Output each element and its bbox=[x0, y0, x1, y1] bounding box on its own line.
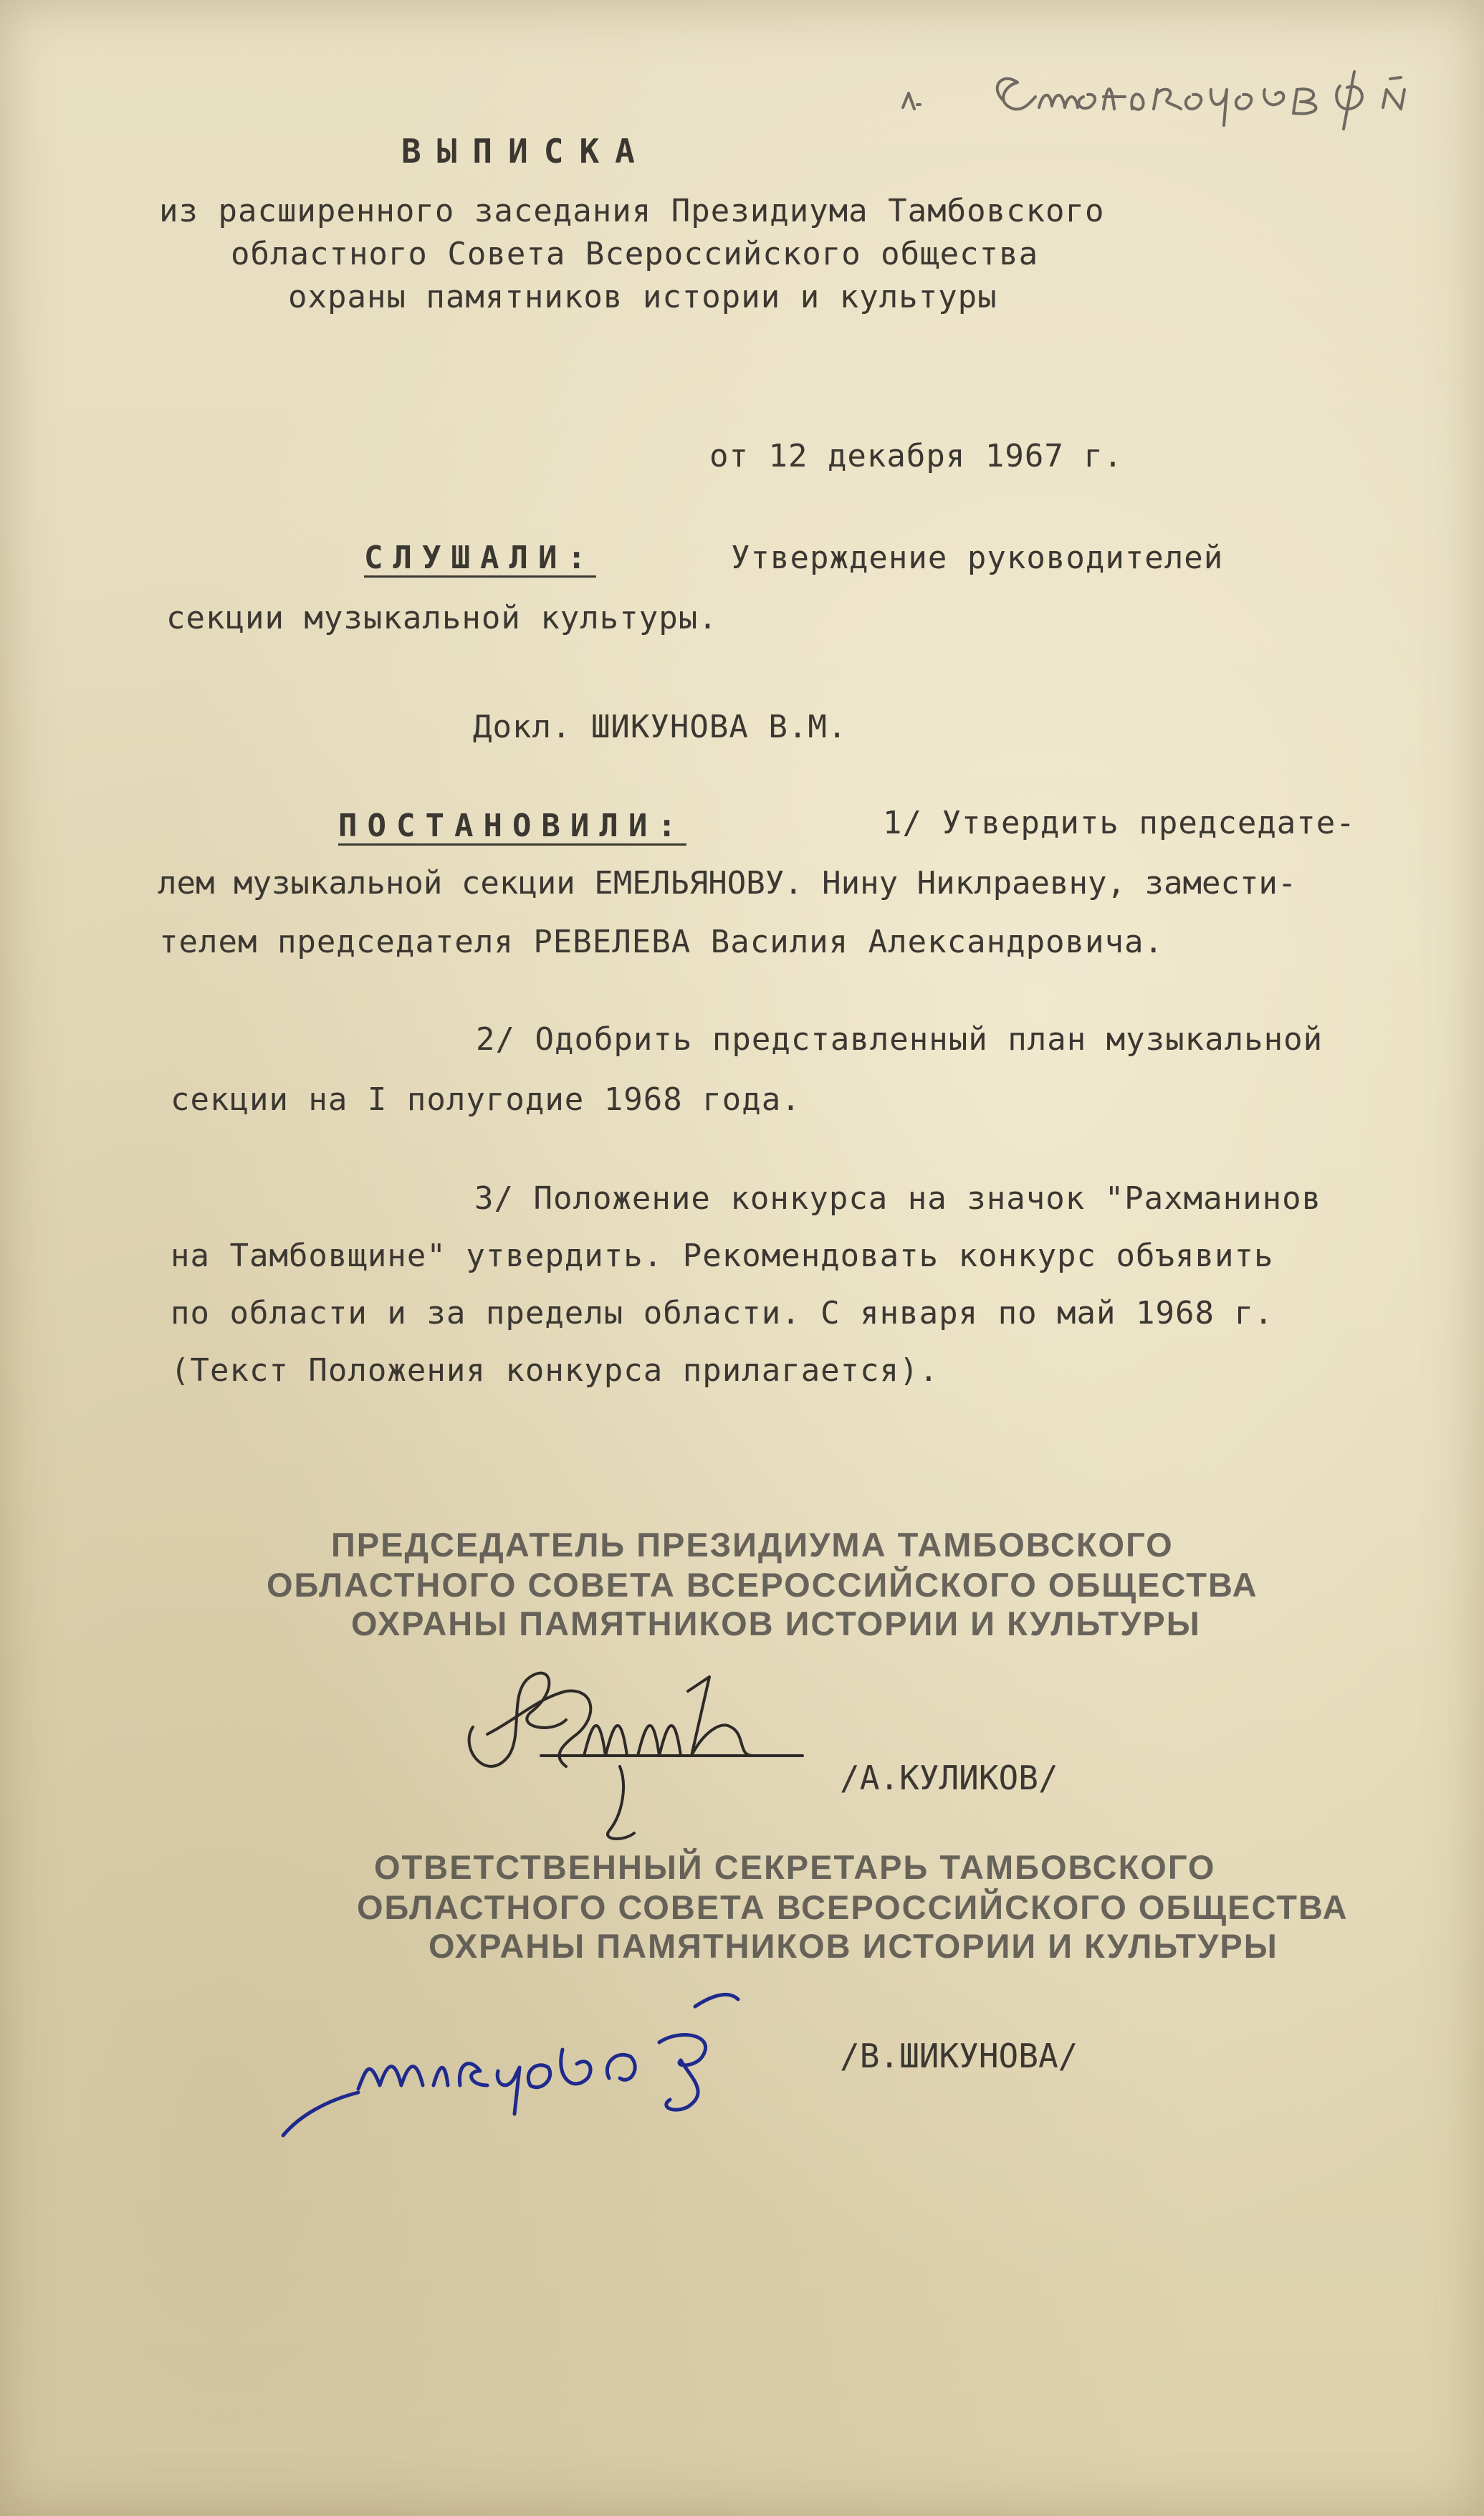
resolution-item-1-line-3: телем председателя РЕВЕЛЕВА Василия Александровича. bbox=[159, 924, 1164, 960]
resolution-item-3-line-1: 3/ Положение конкурса на значок "Рахманинов bbox=[474, 1180, 1322, 1217]
chairman-title-line-2: ОБЛАСТНОГО СОВЕТА ВСЕРОССИЙСКОГО ОБЩЕСТВА bbox=[267, 1566, 1258, 1604]
secretary-title-line-3: ОХРАНЫ ПАМЯТНИКОВ ИСТОРИИ И КУЛЬТУРЫ bbox=[429, 1927, 1278, 1965]
header-line-2: областного Совета Всероссийского общества bbox=[231, 236, 1039, 272]
resolution-item-2-line-2: секции на I полугодие 1968 года. bbox=[171, 1081, 801, 1118]
secretary-title-line-2: ОБЛАСТНОГО СОВЕТА ВСЕРОССИЙСКОГО ОБЩЕСТВА bbox=[357, 1888, 1349, 1926]
secretary-title-line-1: ОТВЕТСТВЕННЫЙ СЕКРЕТАРЬ ТАМБОВСКОГО bbox=[374, 1848, 1216, 1886]
speaker-line: Докл. ШИКУНОВА В.М. bbox=[473, 709, 848, 745]
heard-text-line-2: секции музыкальной культуры. bbox=[166, 600, 718, 636]
resolution-item-3-line-4: (Текст Положения конкурса прилагается). bbox=[171, 1352, 939, 1389]
resolved-label: ПОСТАНОВИЛИ: bbox=[338, 808, 686, 844]
heard-label: СЛУШАЛИ: bbox=[364, 540, 596, 576]
resolution-item-3-line-3: по области и за пределы области. С января по май 1968 г. bbox=[171, 1295, 1274, 1331]
resolution-item-2-line-1: 2/ Одобрить представленный план музыкальной bbox=[476, 1021, 1323, 1058]
chairman-title-line-3: ОХРАНЫ ПАМЯТНИКОВ ИСТОРИИ И КУЛЬТУРЫ bbox=[351, 1604, 1201, 1642]
heard-text-line-1: Утверждение руководителей bbox=[731, 540, 1224, 576]
secretary-name: /В.ШИКУНОВА/ bbox=[840, 2037, 1078, 2075]
chairman-title-line-1: ПРЕДСЕДАТЕЛЬ ПРЕЗИДИУМА ТАМБОВСКОГО bbox=[331, 1526, 1174, 1564]
meeting-date: от 12 декабря 1967 г. bbox=[709, 438, 1124, 474]
secretary-signature bbox=[272, 1978, 817, 2150]
chairman-name: /А.КУЛИКОВ/ bbox=[840, 1759, 1058, 1797]
handwritten-addressee-note bbox=[896, 57, 1440, 136]
chairman-signature bbox=[444, 1648, 846, 1856]
resolution-item-1-line-2: лем музыкальной секции ЕМЕЛЬЯНОВУ. Нину Никлраевну, замести- bbox=[158, 865, 1297, 901]
header-line-3: охраны памятников истории и культуры bbox=[288, 279, 997, 315]
document-title: ВЫПИСКА bbox=[401, 132, 651, 171]
resolution-item-1-line-1: 1/ Утвердить председате- bbox=[883, 805, 1356, 841]
header-line-1: из расширенного заседания Президиума Тамбовского bbox=[159, 193, 1105, 229]
resolution-item-3-line-2: на Тамбовщине" утвердить. Рекомендовать конкурс объявить bbox=[171, 1238, 1274, 1274]
